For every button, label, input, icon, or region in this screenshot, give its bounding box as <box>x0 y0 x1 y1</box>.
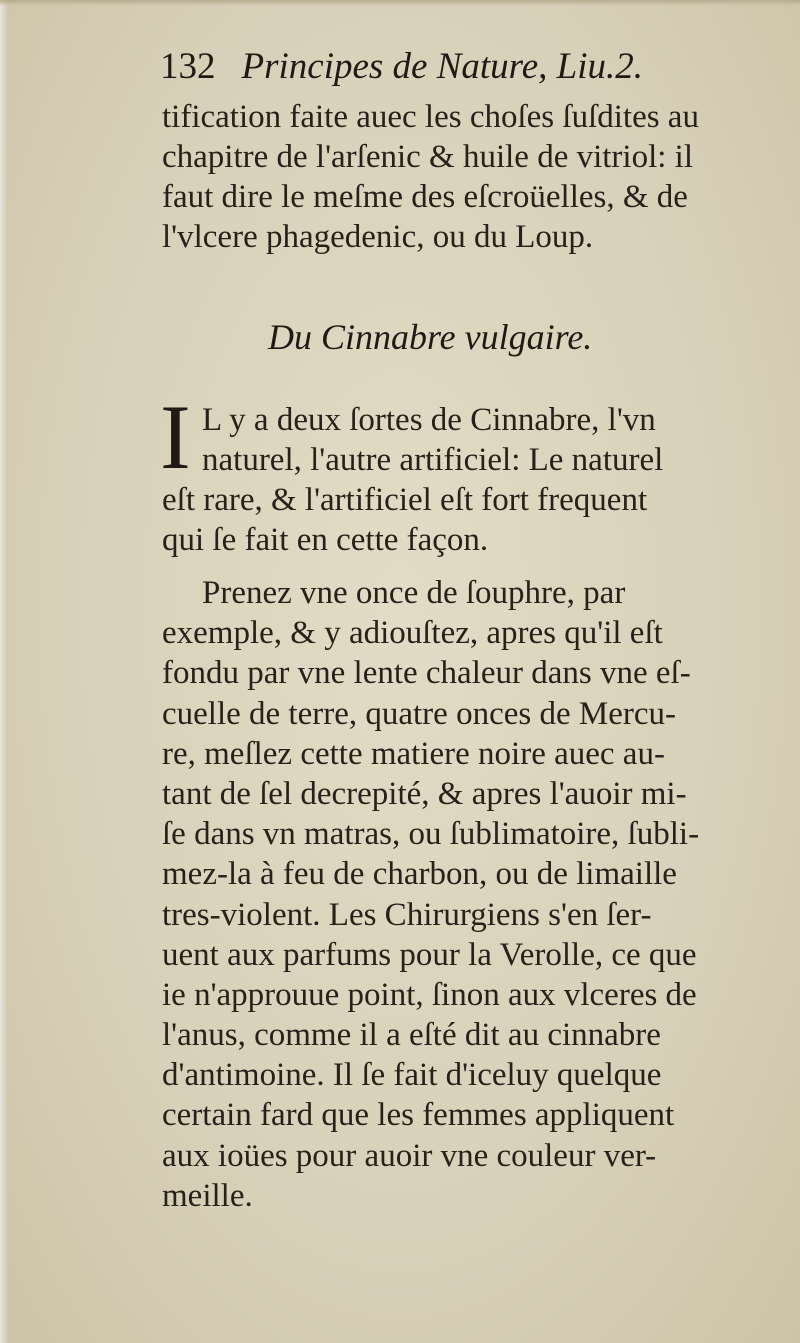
text-line: ſe dans vn matras, ou ſublimatoire, ſubli- <box>162 816 700 853</box>
text-line: re, meſlez cette matiere noire auec au- <box>162 735 665 772</box>
text-line: mez-la à feu de charbon, ou de limaille <box>162 856 677 893</box>
text-line: l'anus, comme il a eſté dit au cinnabre <box>162 1017 661 1054</box>
page-left-edge <box>0 0 8 1343</box>
text-line: meille. <box>162 1177 253 1214</box>
text-line: eſt rare, & l'artificiel eſt fort frequent <box>162 482 648 518</box>
text-line: naturel, l'autre artificiel: Le naturel <box>202 442 664 478</box>
running-title: Principes de Nature, Liu.2. <box>241 46 643 87</box>
text-line: d'antimoine. Il ſe fait d'iceluy quelque <box>162 1057 662 1094</box>
page-number: 132 <box>160 46 216 87</box>
text-line: uent aux parfums pour la Verolle, ce que <box>162 936 697 973</box>
text-line: exemple, & y adiouſtez, apres qu'il eſt <box>162 615 663 652</box>
paragraph-2 <box>162 573 787 1216</box>
text-line: tres-violent. Les Chirurgiens s'en ſer- <box>162 896 652 933</box>
text-line: Prenez vne once de ſouphre, par <box>202 575 626 611</box>
text-line: fondu par vne lente chaleur dans vne eſ- <box>162 655 691 692</box>
text-line: certain fard que les femmes appliquent <box>162 1097 675 1134</box>
text-line: aux ioües pour auoir vne couleur ver- <box>162 1137 657 1174</box>
text-line: tant de ſel decrepité, & apres l'auoir mi- <box>162 775 687 812</box>
page-top-shadow <box>0 0 800 6</box>
text-line: faut dire le meſme des eſcroüelles, & de <box>162 179 688 215</box>
continuation-text <box>162 97 787 257</box>
section-title: Du Cinnabre vulgaire. <box>268 317 593 357</box>
text-line: tification faite auec les choſes ſuſdites au <box>162 99 699 135</box>
text-line: chapitre de l'arſenic & huile de vitriol: il <box>162 139 694 175</box>
text-line: cuelle de terre, quatre onces de Mercu- <box>162 695 676 732</box>
text-line: ie n'approuue point, ſinon aux vlceres de <box>162 976 697 1013</box>
text-line: l'vlcere phagedenic, ou du Loup. <box>162 219 594 255</box>
text-line: L y a deux ſortes de Cinnabre, l'vn <box>202 402 656 438</box>
drop-cap: I <box>160 386 191 488</box>
page-header <box>160 45 780 88</box>
paragraph-1 <box>162 400 787 560</box>
text-line: qui ſe fait en cette façon. <box>162 522 489 558</box>
